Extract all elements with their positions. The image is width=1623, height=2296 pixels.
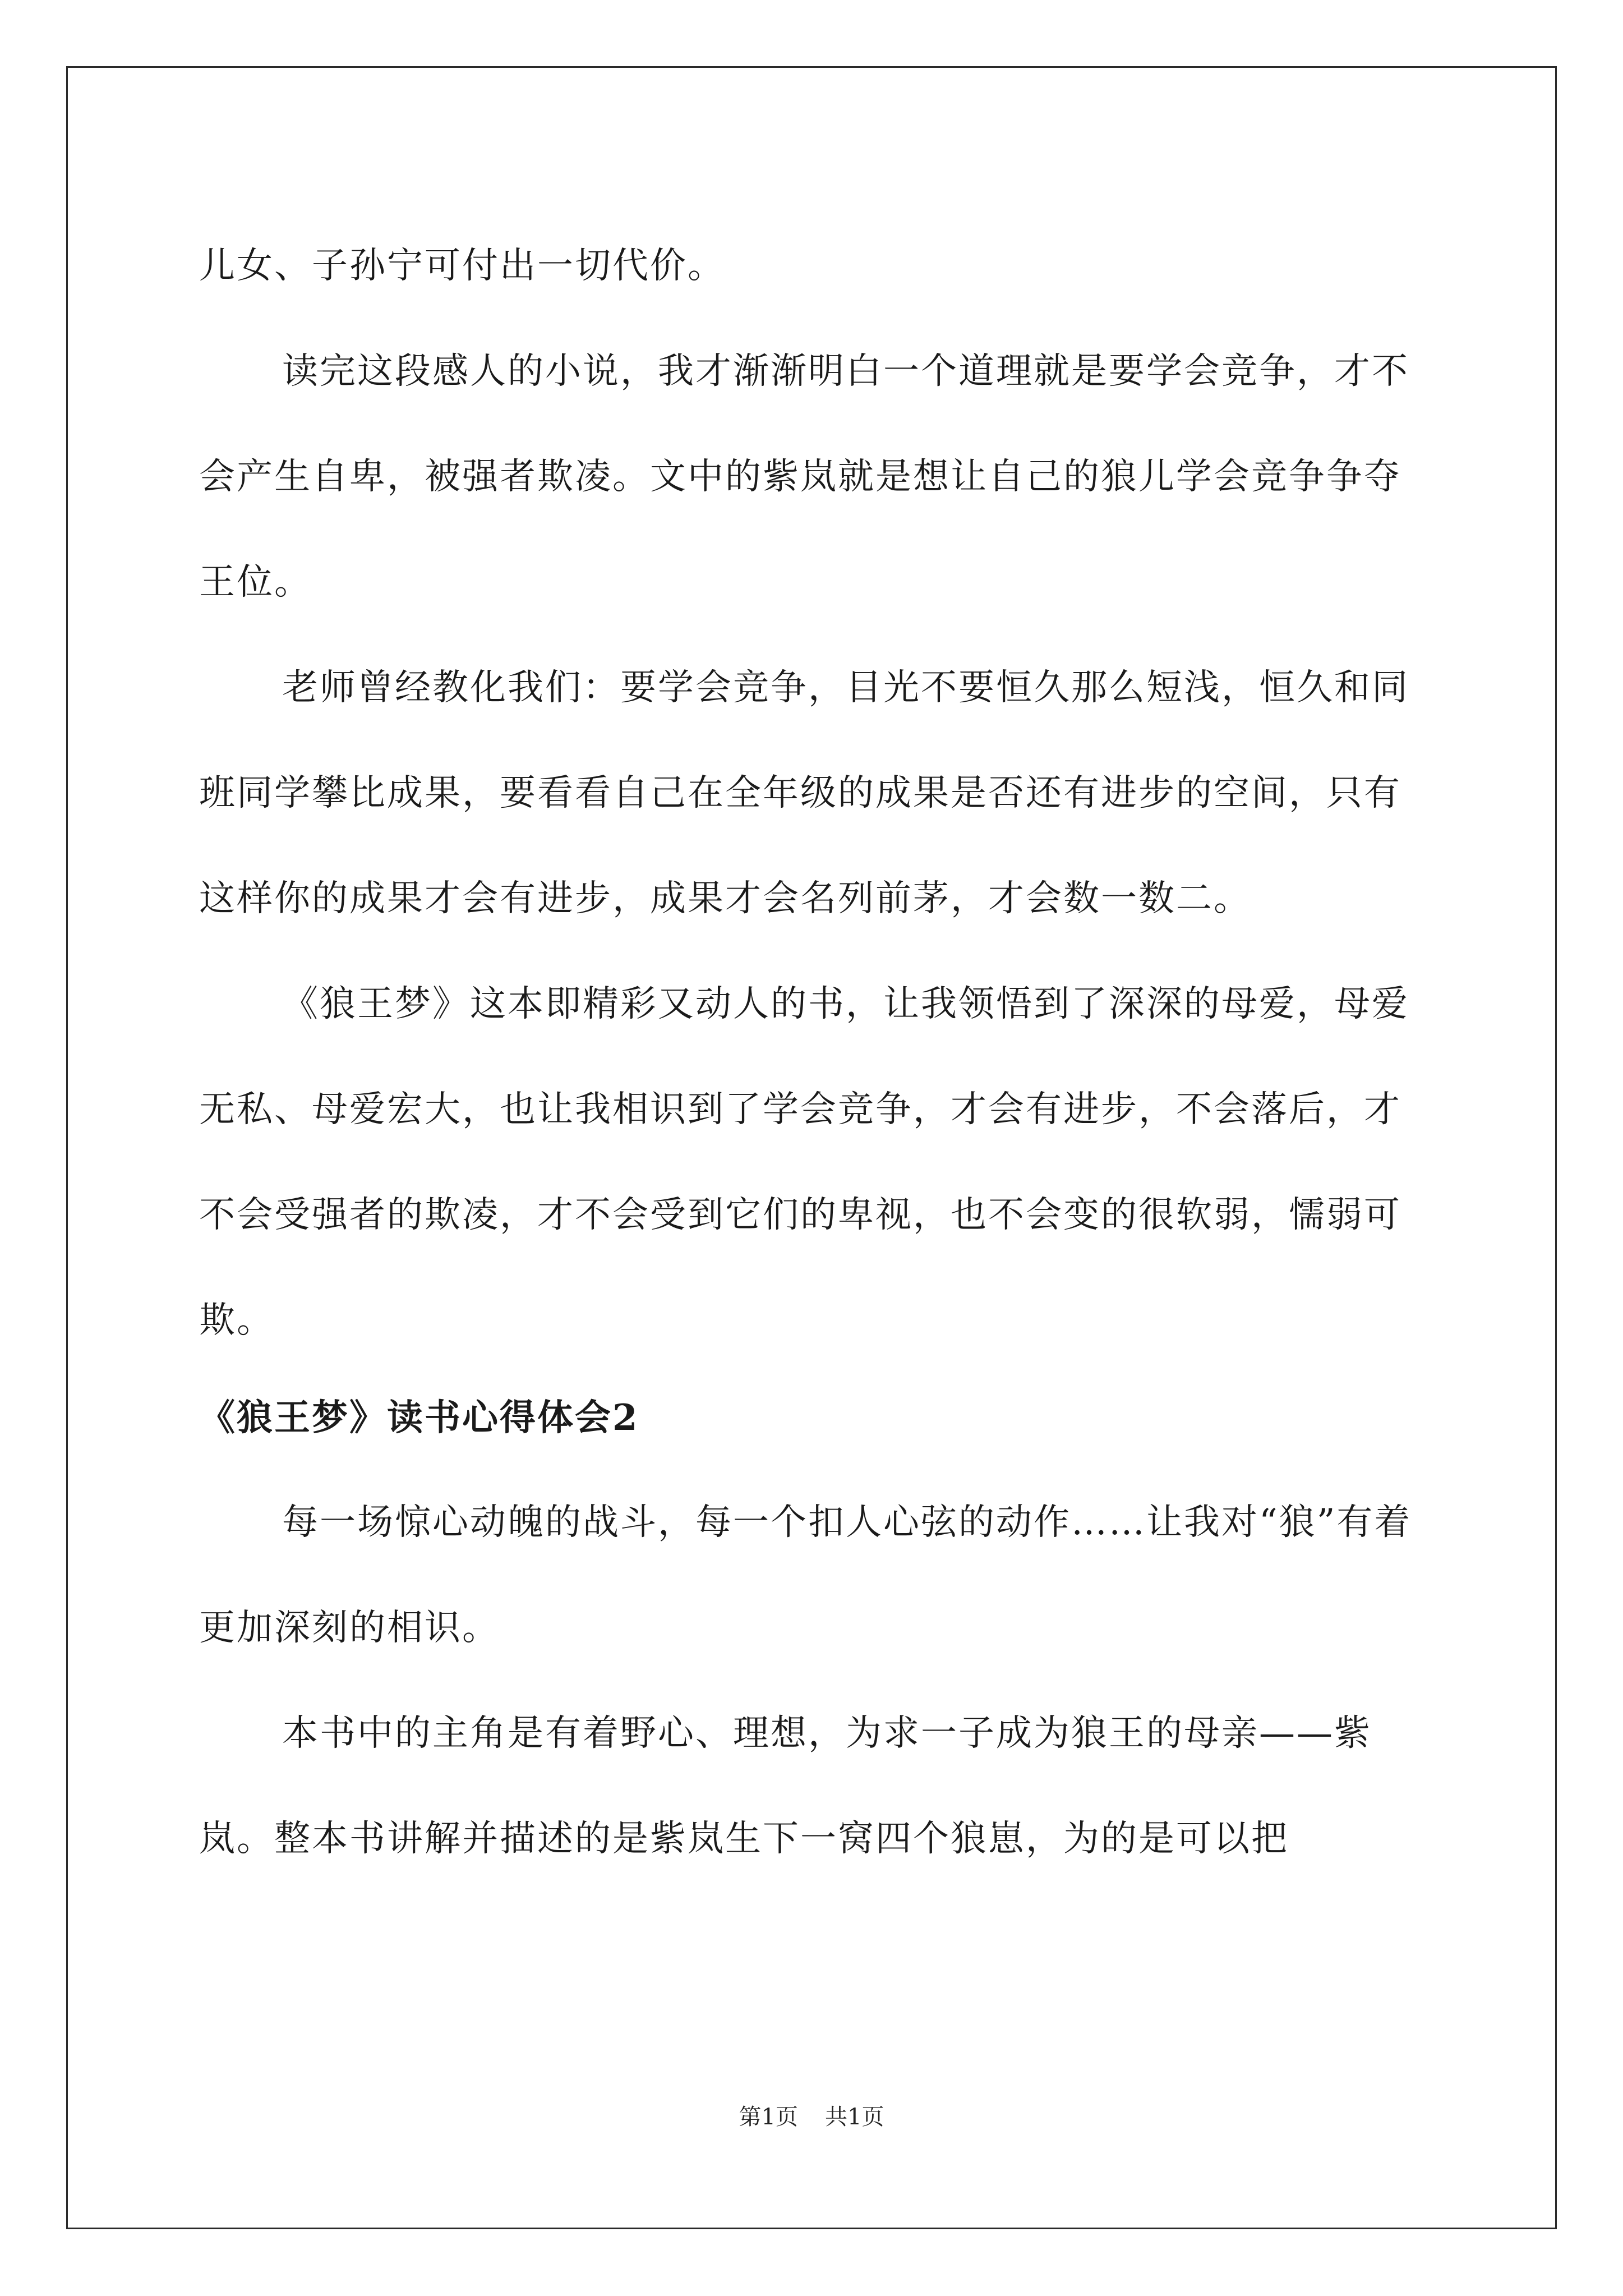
page-number: 第1页 [739, 2104, 798, 2130]
section-heading: 《狼王梦》读书心得体会2 [199, 1397, 639, 1439]
paragraph: 儿女、子孙宁可付出一切代价。 [199, 245, 725, 287]
page-total: 共1页 [825, 2104, 884, 2130]
page-footer [0, 2100, 1623, 2134]
paragraph: 老师曾经教化我们：要学会竞争，目光不要恒久那么短浅，恒久和同班同学攀比成果，要看看自己在全年级的成果是否还有进步的空间，只有这样你的成果才会有进步，成果才会名列前茅，才会数一数二。 [199, 667, 1409, 919]
paragraph: 《狼王梦》这本即精彩又动人的书，让我领悟到了深深的母爱，母爱无私、母爱宏大，也让我相识到了学会竞争，才会有进步，不会落后，才不会受强者的欺凌，才不会受到它们的卑视，也不会变的很软弱，懦弱可欺。 [199, 983, 1409, 1341]
paragraph: 每一场惊心动魄的战斗，每一个扣人心弦的动作……让我对“狼”有着更加深刻的相识。 [199, 1502, 1412, 1649]
document-body [199, 213, 1427, 1892]
paragraph: 本书中的主角是有着野心、理想，为求一子成为狼王的母亲——紫岚。整本书讲解并描述的是紫岚生下一窝四个狼崽，为的是可以把 [199, 1713, 1372, 1860]
paragraph: 读完这段感人的小说，我才渐渐明白一个道理就是要学会竞争，才不会产生自卑，被强者欺凌。文中的紫岚就是想让自己的狼儿学会竞争争夺王位。 [199, 351, 1409, 603]
